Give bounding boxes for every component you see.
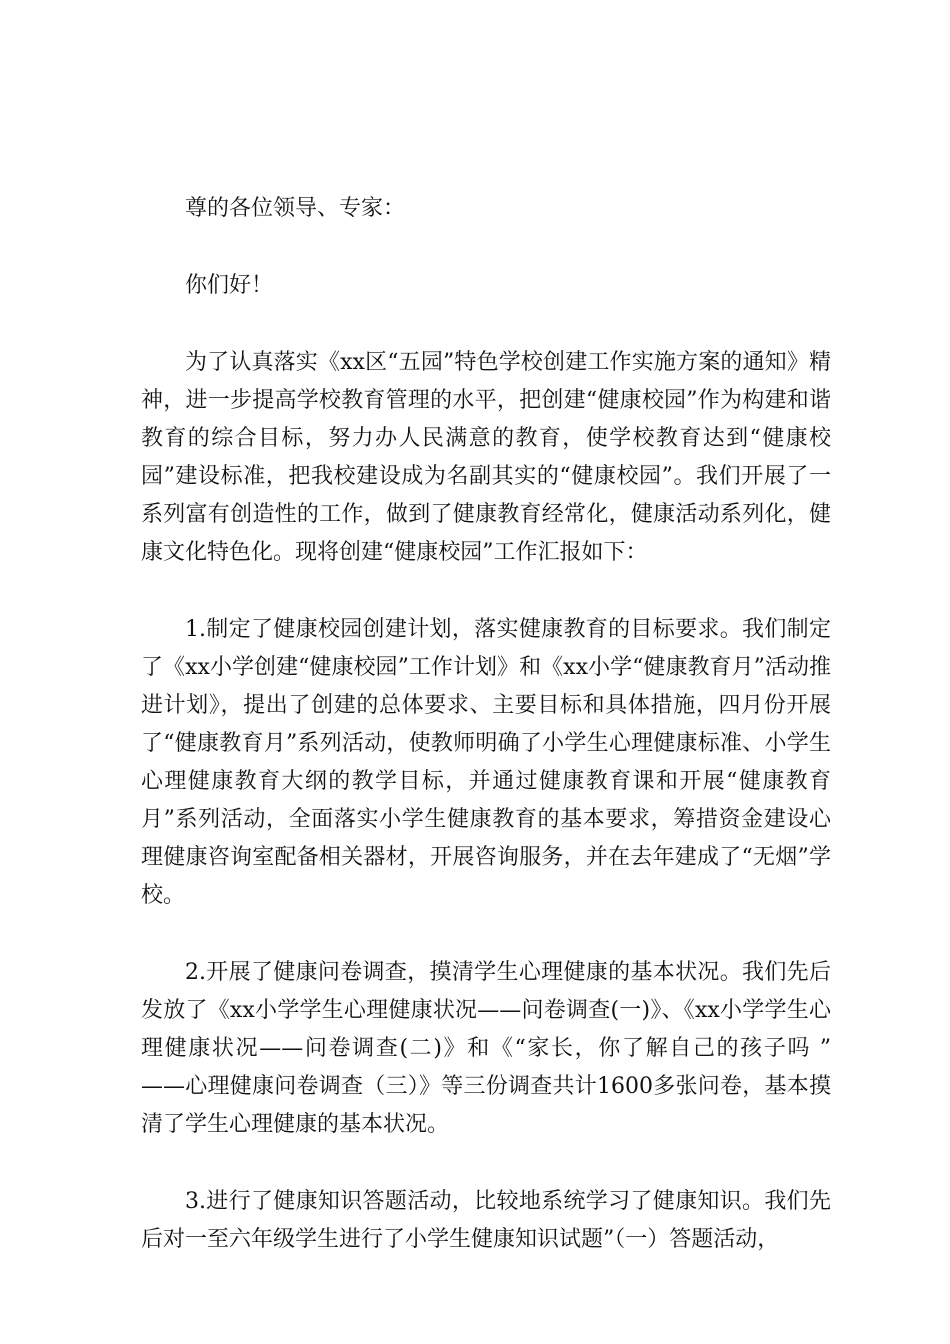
paragraph-intro: 为了认真落实《xx区“五园”特色学校创建工作实施方案的通知》精神，进一步提高学校教育管理的水平，把创建“健康校园”作为构建和谐教育的综合目标，努力办人民满意的教育，使学校教育达到“健康校园”建设标准，把我校建设成为名副其实的“健康校园”。我们开展了一系列富有创造性的工作，做到了健康教育经常化，健康活动系列化，健康文化特色化。现将创建“健康校园”工作汇报如下： xyxy=(141,350,831,565)
greeting: 你们好！ xyxy=(185,273,274,298)
paragraph-item-1: 1.制定了健康校园创建计划，落实健康教育的目标要求。我们制定了《xx小学创建“健康校园”工作计划》和《xx小学“健康教育月”活动推进计划》，提出了创建的总体要求、主要目标和具体措施，四月份开展了“健康教育月”系列活动，使教师明确了小学生心理健康标准、小学生心理健康教育大纲的教学目标，并通过健康教育课和开展“健康教育月”系列活动，全面落实小学生健康教育的基本要求，筹措资金建设心理健康咨询室配备相关器材，开展咨询服务，并在去年建成了“无烟”学校。 xyxy=(141,617,831,908)
document-body xyxy=(141,190,831,1259)
salutation: 尊的各位领导、专家： xyxy=(185,196,406,221)
paragraph-item-2: 2.开展了健康问卷调查，摸清学生心理健康的基本状况。我们先后发放了《xx小学学生心理健康状况——问卷调查(一)》、《xx小学学生心理健康状况——问卷调查(二)》和《“家长，你了解自己的孩子吗 ” ——心理健康问卷调查（三）》等三份调查共计1600多张问卷，基本摸清了学生心理健康的基本状况。 xyxy=(141,960,831,1137)
paragraph-item-3: 3.进行了健康知识答题活动，比较地系统学习了健康知识。我们先后对一至六年级学生进行了小学生健康知识试题”（一）答题活动， xyxy=(141,1189,831,1252)
